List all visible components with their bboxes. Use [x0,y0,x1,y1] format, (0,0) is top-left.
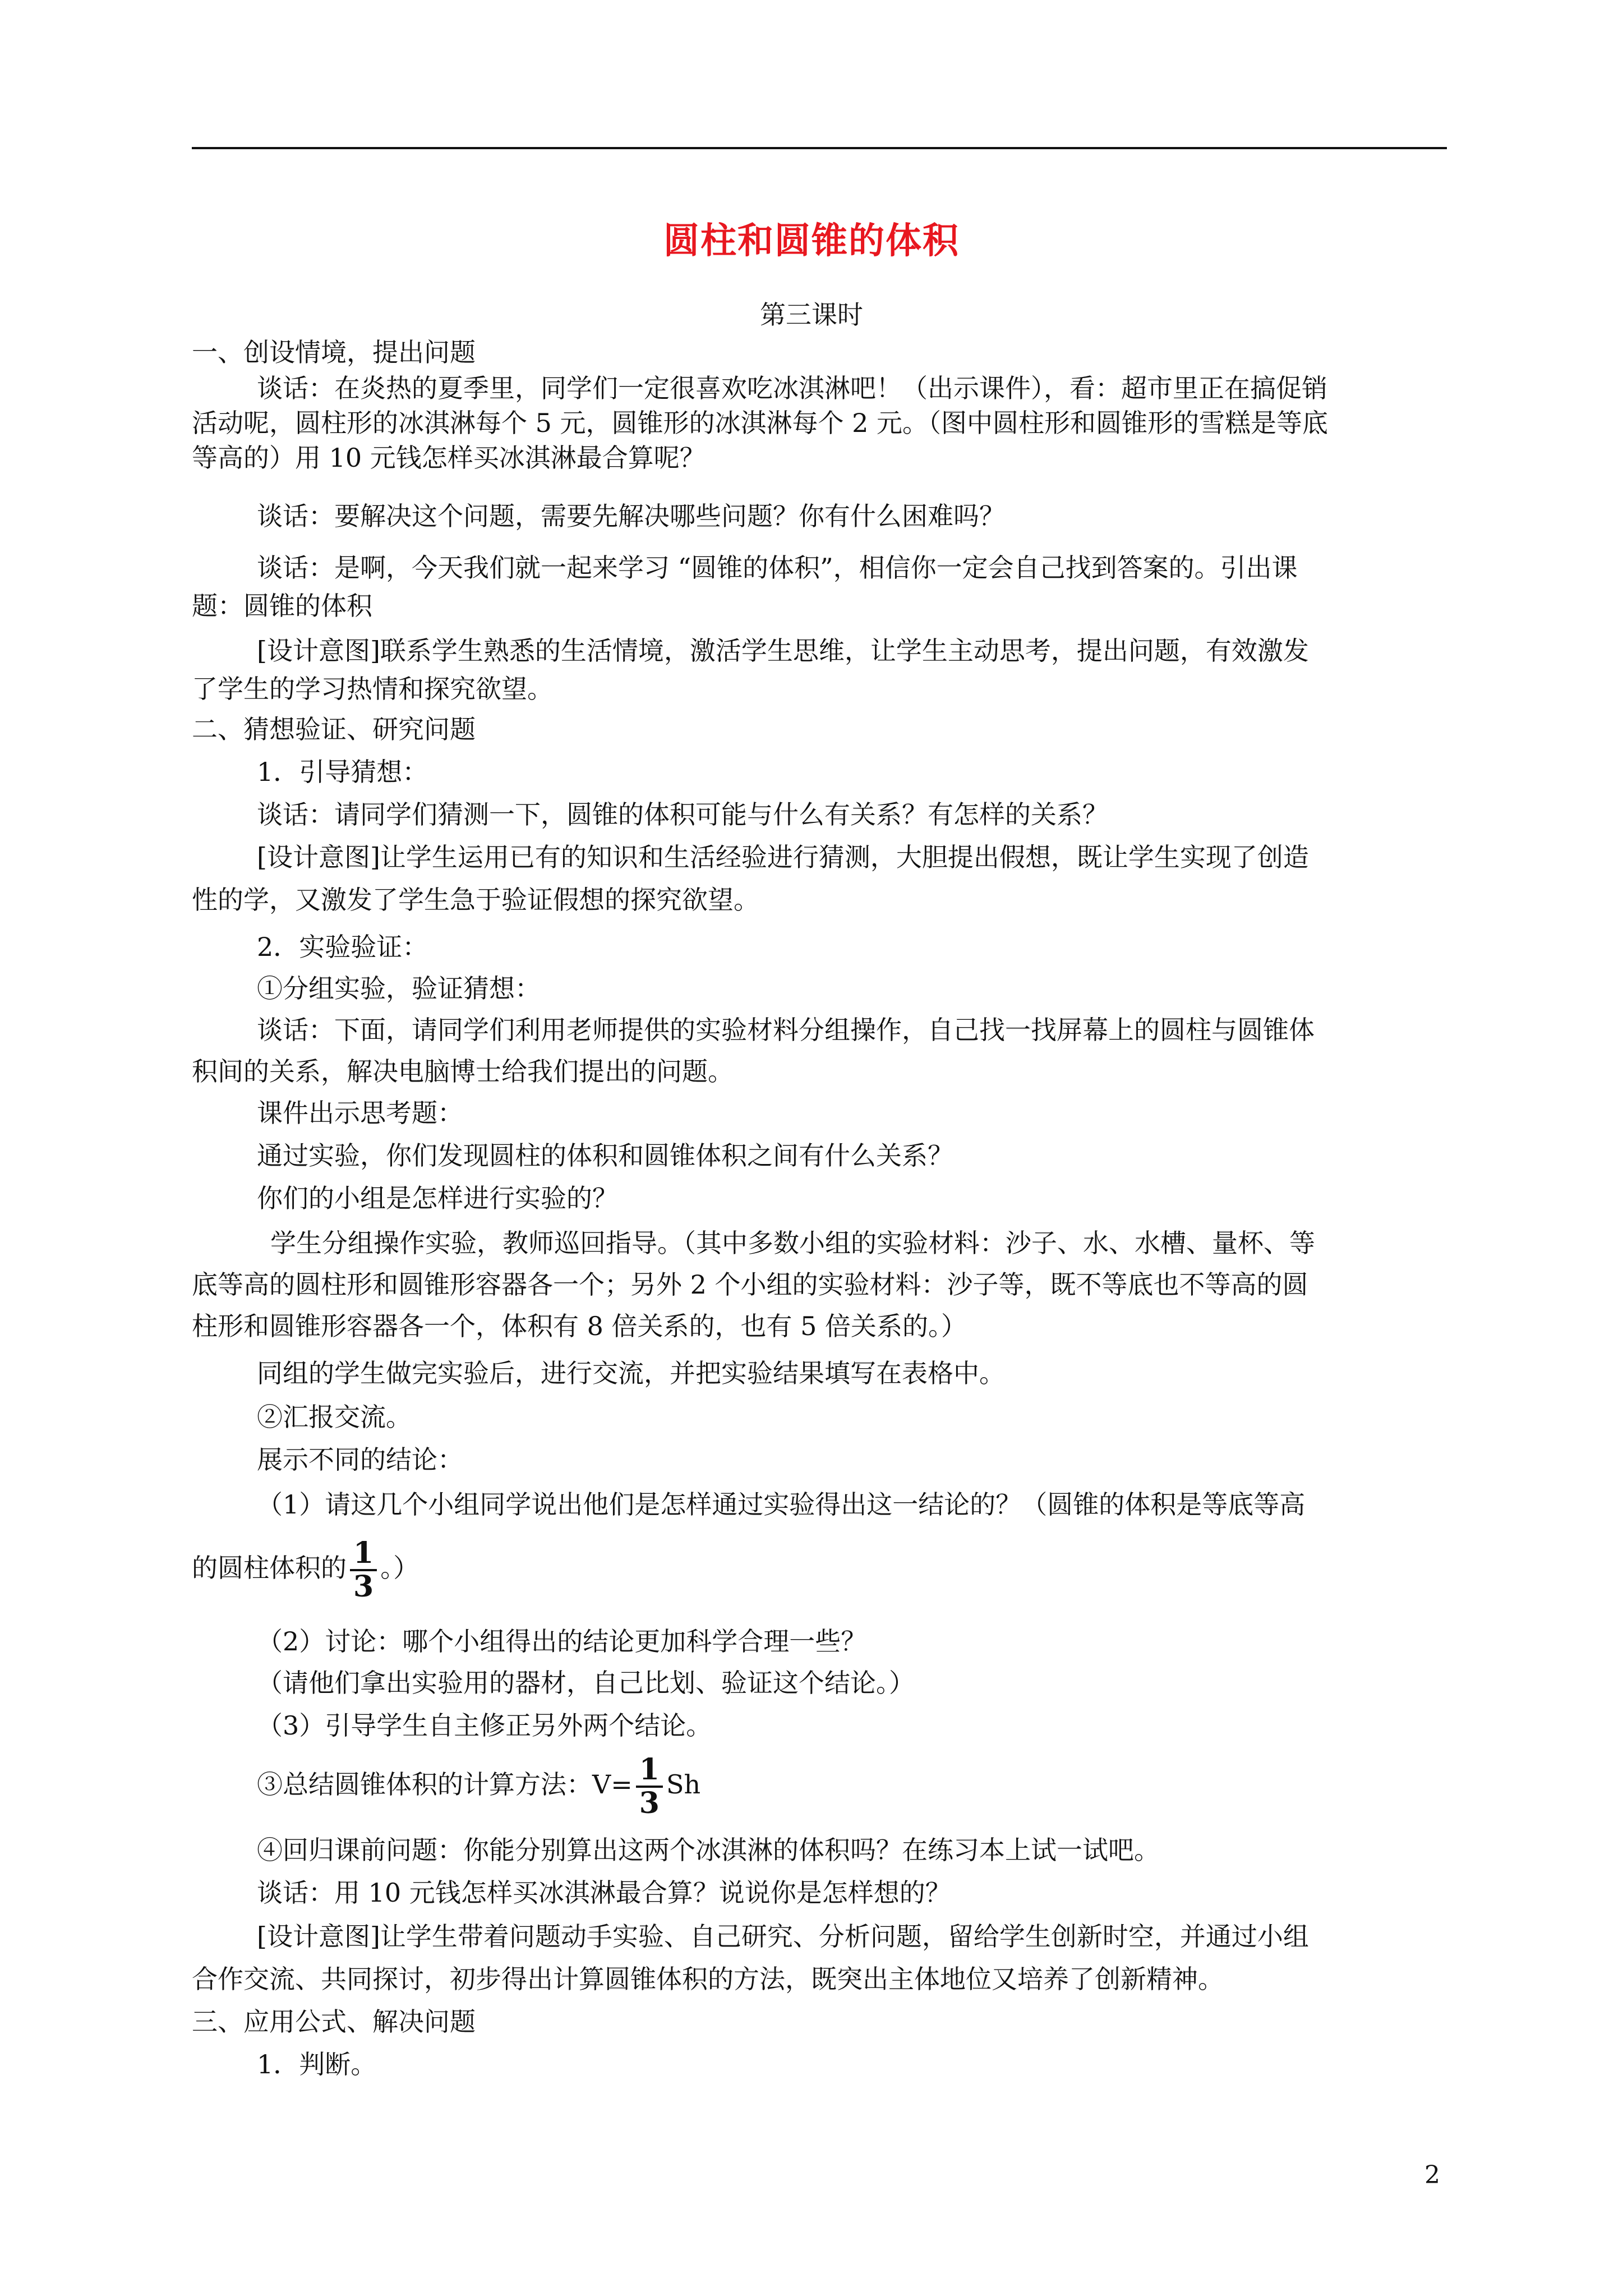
paragraph-line: ②汇报交流。 [257,1402,412,1432]
page-number: 2 [1424,2161,1440,2189]
paragraph-line: [设计意图]联系学生熟悉的生活情境，激活学生思维，让学生主动思考，提出问题，有效激发 [257,636,1309,666]
paragraph-line: 谈话：是啊，今天我们就一起来学习 “圆锥的体积”，相信你一定会自己找到答案的。引出课 [257,553,1298,583]
paragraph-line: 了学生的学习热情和探究欲望。 [192,674,553,704]
header-rule [192,147,1447,149]
paragraph-line: 课件出示思考题： [257,1098,463,1128]
section-heading: 一、创设情境，提出问题 [192,337,476,367]
statement-end: 。） [380,1553,419,1583]
paragraph-line: 谈话：在炎热的夏季里，同学们一定很喜欢吃冰淇淋吧！（出示课件），看：超市里正在搞促销 [257,373,1327,403]
paragraph-line: 谈话：用 10 元钱怎样买冰淇淋最合算？说说你是怎样想的？ [257,1878,951,1908]
formula-denominator: 3 [639,1786,660,1820]
paragraph-line: 底等高的圆柱形和圆锥形容器各一个；另外 2 个小组的实验材料：沙子等，既不等底也不等高的圆 [192,1269,1308,1300]
paragraph-line: 展示不同的结论： [257,1444,463,1475]
paragraph-line: [设计意图]让学生带着问题动手实验、自己研究、分析问题，留给学生创新时空，并通过小组 [257,1921,1309,1952]
paragraph-line: 谈话：要解决这个问题，需要先解决哪些问题？你有什么困难吗？ [257,501,1005,531]
paragraph-line: 活动呢，圆柱形的冰淇淋每个 5 元，圆锥形的冰淇淋每个 2 元。（图中圆柱形和圆锥形的雪糕是等底 [192,408,1329,438]
paragraph-line: （请他们拿出实验用的器材，自己比划、验证这个结论。） [257,1668,915,1698]
paragraph-line: 谈话：请同学们猜测一下，圆锥的体积可能与什么有关系？有怎样的关系？ [257,799,1108,830]
paragraph-line: 通过实验，你们发现圆柱的体积和圆锥体积之间有什么关系？ [257,1140,953,1171]
paragraph-line: [设计意图]让学生运用已有的知识和生活经验进行猜测，大胆提出假想，既让学生实现了创造 [257,842,1309,872]
paragraph-line: （1）请这几个小组同学说出他们是怎样通过实验得出这一结论的？（圆锥的体积是等底等高 [257,1489,1306,1520]
paragraph-line: 你们的小组是怎样进行实验的？ [257,1183,618,1213]
paragraph-line: 谈话：下面，请同学们利用老师提供的实验材料分组操作，自己找一找屏幕上的圆柱与圆锥体 [257,1015,1315,1045]
paragraph-line: （2）讨论：哪个小组得出的结论更加科学合理一些？ [257,1626,867,1657]
paragraph-line: 1．引导猜想： [257,757,428,787]
section-heading: 二、猜想验证、研究问题 [192,714,476,744]
paragraph-line: 性的学，又激发了学生急于验证假想的探究欲望。 [192,885,759,915]
paragraph-line: 合作交流、共同探讨，初步得出计算圆锥体积的方法，既突出主体地位又培养了创新精神。 [192,1964,1224,1994]
paragraph-line: ①分组实验，验证猜想： [257,973,541,1004]
formula-sh: Sh [666,1769,701,1800]
fraction-statement [192,1531,419,1604]
fraction-numerator: 1 [350,1538,377,1571]
formula-fraction [636,1754,663,1819]
statement-text: 的圆柱体积的 [192,1553,347,1583]
fraction-denominator: 3 [353,1570,374,1604]
document-title: 圆柱和圆锥的体积 [663,220,960,262]
paragraph-line: 1．判断。 [257,2049,377,2079]
paragraph-line: 等高的）用 10 元钱怎样买冰淇淋最合算呢？ [192,443,706,473]
formula-text: ③总结圆锥体积的计算方法：V= [257,1769,633,1800]
paragraph-line: 题：圆锥的体积 [192,591,372,621]
lesson-subtitle: 第三课时 [760,300,863,330]
paragraph-line: 学生分组操作实验，教师巡回指导。（其中多数小组的实验材料：沙子、水、水槽、量杯、等 [270,1228,1315,1258]
formula-numerator: 1 [636,1754,663,1788]
paragraph-line: ④回归课前问题：你能分别算出这两个冰淇淋的体积吗？在练习本上试一试吧。 [257,1835,1160,1865]
paragraph-line: 同组的学生做完实验后，进行交流，并把实验结果填写在表格中。 [257,1358,1005,1388]
paragraph-line: （3）引导学生自主修正另外两个结论。 [257,1710,712,1741]
paragraph-line: 柱形和圆锥形容器各一个，体积有 8 倍关系的，也有 5 倍关系的。） [192,1311,967,1341]
fraction-one-third [350,1538,377,1603]
formula-line [257,1748,700,1821]
paragraph-line: 积间的关系，解决电脑博士给我们提出的问题。 [192,1056,734,1087]
paragraph-line: 2．实验验证： [257,932,428,962]
section-heading: 三、应用公式、解决问题 [192,2007,476,2037]
